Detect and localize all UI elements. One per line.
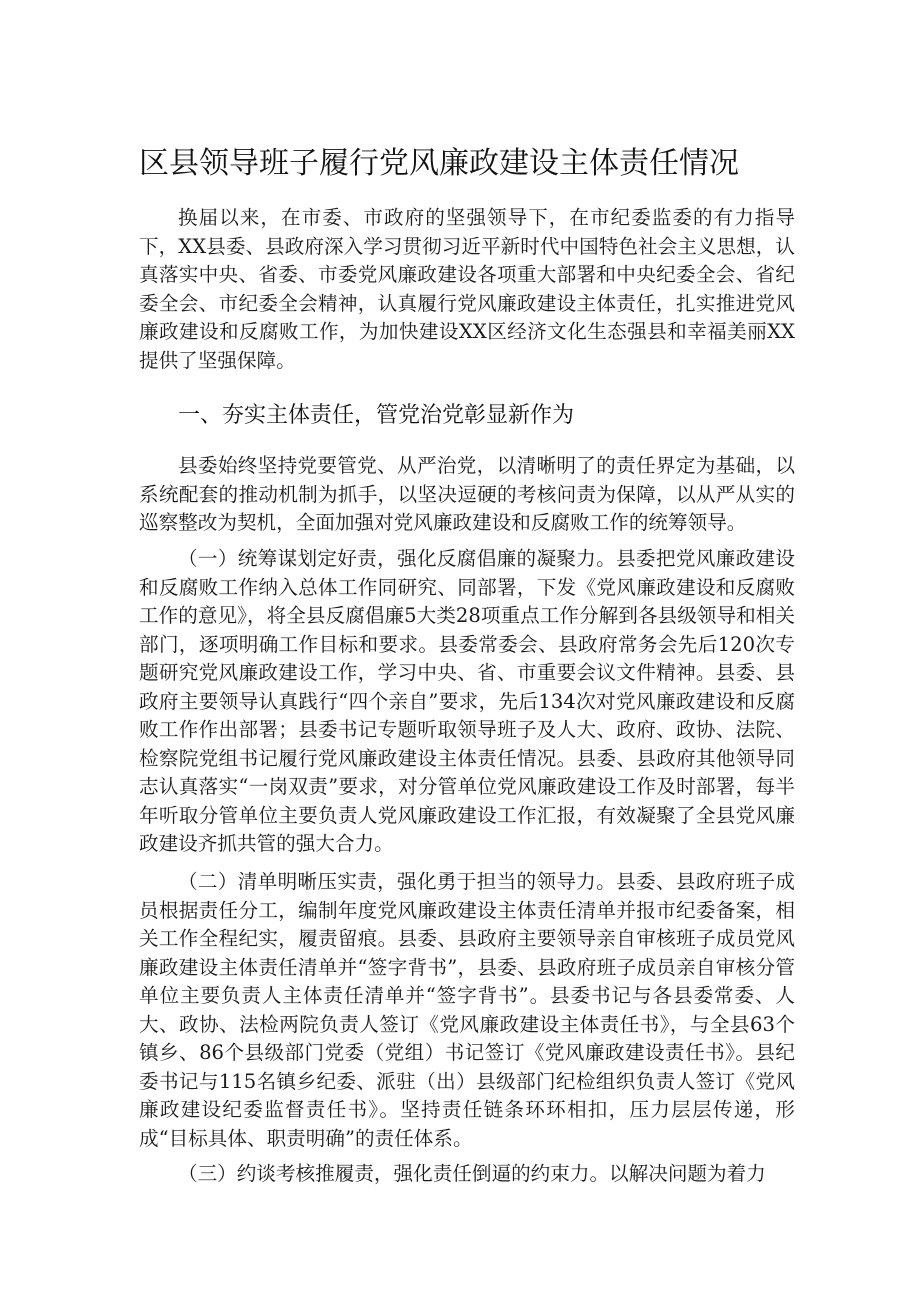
section-intro-paragraph: 县委始终坚持党要管党、从严治党，以清晰明了的责任界定为基础，以系统配套的推动机制为抓手，以坚决逗硬的考核问责为保障，以从严从实的巡察整改为契机，全面加强对党风廉政建设和反腐败工作的统筹领导。: [139, 454, 795, 534]
section-heading: 一、夯实主体责任，管党治党彰显新作为: [178, 403, 575, 428]
subsection-paragraph-2: （二）清单明晰压实责，强化勇于担当的领导力。县委、县政府班子成员根据责任分工，编制年度党风廉政建设主体责任清单并报市纪委备案，相关工作全程纪实，履责留痕。县委、县政府主要领导亲自审核班子成员党风廉政建设主体责任清单并“签字背书”，县委、县政府班子成员亲自审核分管单位主要负责人主体责任清单并“签字背书”。县委书记与各县委常委、人大、政协、法检两院负责人签订《党风廉政建设主体责任书》，与全县63个镇乡、86个县级部门党委（党组）书记签订《党风廉政建设责任书》。县纪委书记与115名镇乡纪委、派驻（出）县级部门纪检组织负责人签订《党风廉政建设纪委监督责任书》。坚持责任链条环环相扣，压力层层传递，形成“目标具体、职责明确”的责任体系。: [139, 870, 795, 1150]
document-title: 区县领导班子履行党风廉政建设主体责任情况: [139, 146, 739, 181]
subsection-paragraph-3: （三）约谈考核推履责，强化责任倒逼的约束力。以解决问题为着力: [178, 1162, 766, 1185]
intro-paragraph: 换届以来，在市委、市政府的坚强领导下，在市纪委监委的有力指导下，XX县委、县政府深入学习贯彻习近平新时代中国特色社会主义思想，认真落实中央、省委、市委党风廉政建设各项重大部署和中央纪委全会、省纪委全会、市纪委全会精神，认真履行党风廉政建设主体责任，扎实推进党风廉政建设和反腐败工作，为加快建设XX区经济文化生态强县和幸福美丽XX提供了坚强保障。: [139, 206, 795, 372]
subsection-paragraph-1: （一）统筹谋划定好责，强化反腐倡廉的凝聚力。县委把党风廉政建设和反腐败工作纳入总体工作同研究、同部署，下发《党风廉政建设和反腐败工作的意见》，将全县反腐倡廉5大类28项重点工作分解到各县级领导和相关部门，逐项明确工作目标和要求。县委常委会、县政府常务会先后120次专题研究党风廉政建设工作，学习中央、省、市重要会议文件精神。县委、县政府主要领导认真践行“四个亲自”要求，先后134次对党风廉政建设和反腐败工作作出部署；县委书记专题听取领导班子及人大、政府、政协、法院、检察院党组书记履行党风廉政建设主体责任情况。县委、县政府其他领导同志认真落实“一岗双责”要求，对分管单位党风廉政建设工作及时部署，每半年听取分管单位主要负责人党风廉政建设工作汇报，有效凝聚了全县党风廉政建设齐抓共管的强大合力。: [139, 547, 795, 855]
